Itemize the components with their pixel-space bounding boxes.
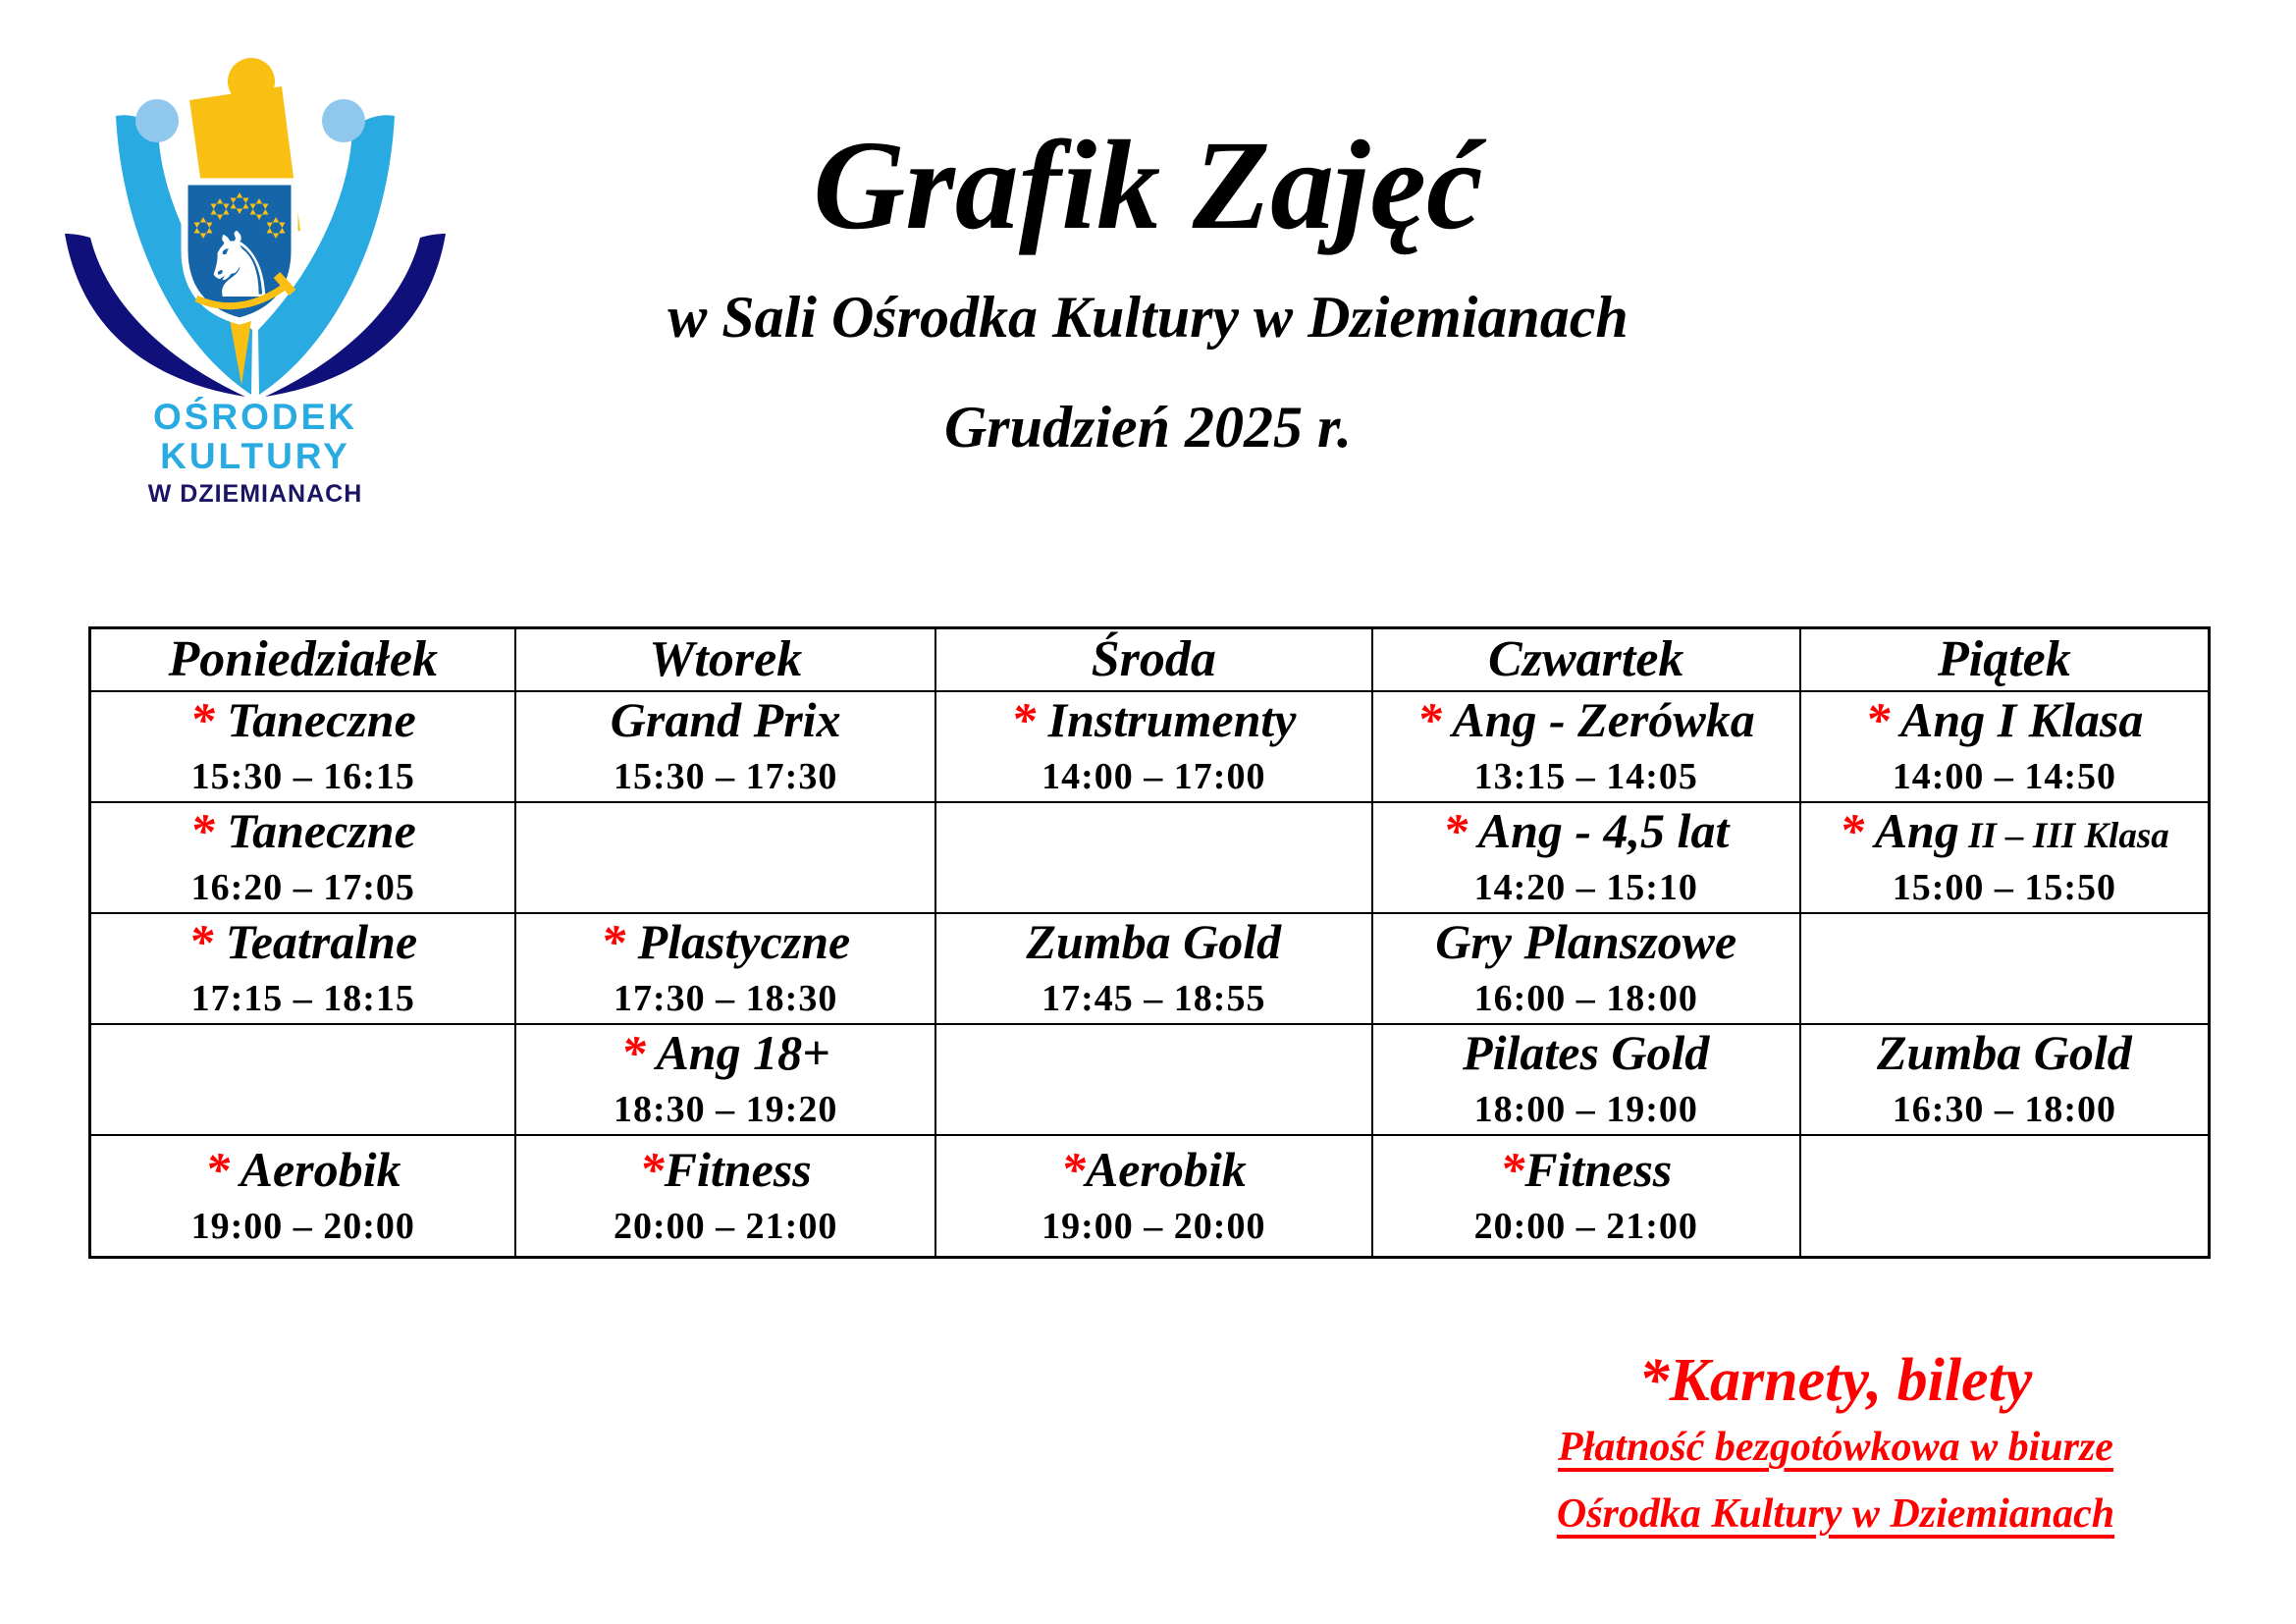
activity-name: Pilates Gold (1463, 1024, 1710, 1080)
page-title: Grafik Zajęć (813, 115, 1483, 256)
activity-time: 16:00 – 18:00 (1473, 978, 1698, 1020)
activity-time: 16:20 – 17:05 (190, 867, 415, 909)
activity-time: 14:00 – 17:00 (1041, 756, 1266, 798)
schedule-cell (1372, 691, 1800, 802)
activity-name: * Instrumenty (1011, 691, 1297, 747)
schedule-row (90, 691, 2210, 802)
activity-name-suffix: II – III Klasa (1958, 815, 2169, 856)
schedule-header-row (90, 628, 2210, 691)
activity-name: * Plastyczne (601, 913, 851, 969)
activity-time: 14:20 – 15:10 (1473, 867, 1698, 909)
schedule-cell (1800, 802, 2210, 913)
asterisk-marker: * (639, 1141, 665, 1197)
activity-name: * Ang 18+ (620, 1024, 830, 1080)
logo-text-line2: KULTURY (160, 435, 350, 476)
day-header-tuesday: Wtorek (515, 628, 934, 691)
schedule-cell (515, 802, 934, 913)
schedule-cell (935, 691, 1372, 802)
asterisk-marker: * (1011, 691, 1048, 747)
asterisk-marker: * (1865, 691, 1901, 747)
activity-name: * Ang - Zerówka (1416, 691, 1755, 747)
asterisk-marker: * (189, 802, 228, 858)
schedule-cell (515, 1024, 934, 1135)
activity-name: * Teatralne (188, 913, 418, 969)
activity-time: 20:00 – 21:00 (1473, 1206, 1698, 1247)
logo-text-line1: OŚRODEK (152, 397, 358, 437)
activity-time: 18:00 – 19:00 (1473, 1089, 1698, 1131)
schedule-row (90, 1024, 2210, 1135)
schedule-row (90, 1135, 2210, 1258)
schedule-cell (935, 913, 1372, 1024)
asterisk-marker: * (601, 913, 638, 969)
activity-time: 18:30 – 19:20 (614, 1089, 838, 1131)
activity-time: 17:30 – 18:30 (614, 978, 838, 1020)
activity-name: Grand Prix (610, 691, 841, 747)
activity-name: Zumba Gold (1877, 1024, 2132, 1080)
schedule-cell (1800, 1024, 2210, 1135)
activity-time: 20:00 – 21:00 (614, 1206, 838, 1247)
activity-name: Zumba Gold (1026, 913, 1282, 969)
activity-time: 19:00 – 20:00 (1041, 1206, 1266, 1247)
schedule-cell (1800, 691, 2210, 802)
day-header-friday: Piątek (1800, 628, 2210, 691)
asterisk-marker: * (620, 1024, 657, 1080)
activity-name: *Fitness (1500, 1141, 1673, 1197)
schedule-cell (1372, 1135, 1800, 1258)
schedule-cell (90, 1135, 516, 1258)
footer-note (1492, 1347, 2179, 1547)
schedule-cell (90, 913, 516, 1024)
schedule-cell (1372, 913, 1800, 1024)
asterisk-marker: * (1443, 802, 1478, 858)
activity-time: 17:15 – 18:15 (190, 978, 415, 1020)
schedule-cell (1372, 802, 1800, 913)
asterisk-marker: * (189, 691, 228, 747)
asterisk-marker: * (1416, 691, 1453, 747)
activity-time: 13:15 – 14:05 (1473, 756, 1698, 798)
schedule-row (90, 802, 2210, 913)
schedule-cell (515, 1135, 934, 1258)
asterisk-marker: * (1060, 1141, 1086, 1197)
svg-text:♞: ♞ (198, 213, 281, 318)
activity-name: * Ang I Klasa (1865, 691, 2144, 747)
activity-time: 15:30 – 16:15 (190, 756, 415, 798)
schedule-cell (90, 691, 516, 802)
activity-name: *Aerobik (1060, 1141, 1247, 1197)
day-header-wednesday: Środa (935, 628, 1372, 691)
logo-text-line3: W DZIEMIANACH (147, 479, 363, 508)
activity-time: 15:30 – 17:30 (614, 756, 838, 798)
footer-note-line1: Płatność bezgotówkowa w biurze (1558, 1425, 2113, 1471)
schedule-table (88, 626, 2211, 1259)
activity-name: *Fitness (639, 1141, 812, 1197)
asterisk-marker: * (1840, 802, 1875, 858)
asterisk-marker: * (1500, 1141, 1525, 1197)
activity-time: 14:00 – 14:50 (1892, 756, 2117, 798)
schedule-cell (90, 1024, 516, 1135)
activity-time: 15:00 – 15:50 (1892, 867, 2117, 909)
activity-time: 19:00 – 20:00 (190, 1206, 415, 1247)
activity-name: * Aerobik (204, 1141, 401, 1197)
schedule-cell (515, 691, 934, 802)
activity-name: * Taneczne (189, 691, 416, 747)
schedule-cell (1800, 1135, 2210, 1258)
footer-note-line2: Ośrodka Kultury w Dziemianach (1556, 1491, 2115, 1538)
schedule-cell (1372, 1024, 1800, 1135)
activity-name: * Ang - 4,5 lat (1443, 802, 1730, 858)
subtitle-month: Grudzień 2025 r. (943, 395, 1353, 460)
subtitle-location: w Sali Ośrodka Kultury w Dziemianach (667, 285, 1629, 350)
activity-name: * Ang II – III Klasa (1840, 802, 2169, 858)
schedule-cell (935, 1135, 1372, 1258)
activity-name: * Taneczne (189, 802, 416, 858)
activity-time: 17:45 – 18:55 (1041, 978, 1266, 1020)
asterisk-marker: * (204, 1141, 240, 1197)
schedule-table-body (90, 691, 2210, 1258)
activity-name: Gry Planszowe (1435, 913, 1737, 969)
schedule-cell (935, 1024, 1372, 1135)
schedule-row (90, 913, 2210, 1024)
schedule-cell (935, 802, 1372, 913)
footer-note-title: *Karnety, bilety (1638, 1347, 2033, 1414)
activity-time: 16:30 – 18:00 (1892, 1089, 2117, 1131)
schedule-cell (515, 913, 934, 1024)
day-header-monday: Poniedziałek (90, 628, 516, 691)
day-header-thursday: Czwartek (1372, 628, 1800, 691)
schedule-cell (90, 802, 516, 913)
asterisk-marker: * (188, 913, 226, 969)
schedule-cell (1800, 913, 2210, 1024)
